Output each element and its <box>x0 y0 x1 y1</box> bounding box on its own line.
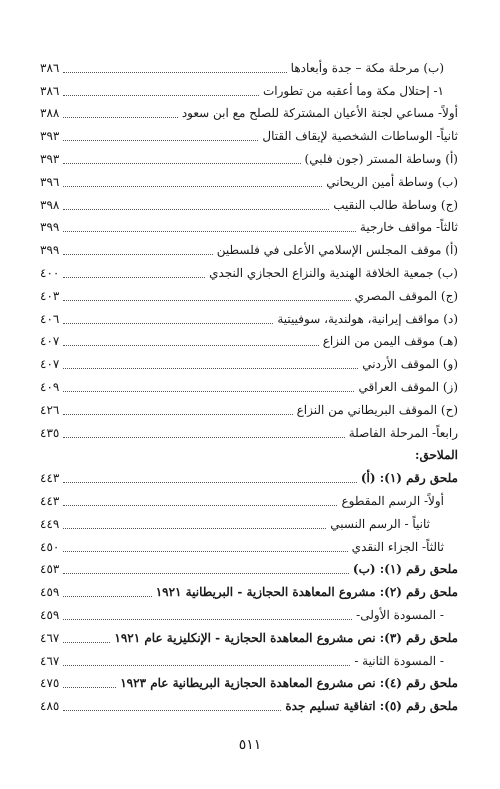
toc-entry-page: ٣٩٣ <box>40 129 60 144</box>
toc-entry-page: ٤٠٧ <box>40 334 60 349</box>
toc-entry-page: ٣٨٨ <box>40 106 60 121</box>
toc-entry <box>40 486 458 509</box>
dot-leader <box>63 368 358 369</box>
toc-entry-title: ثانياً - الرسم النسبي <box>330 516 430 531</box>
dot-leader <box>63 596 151 597</box>
dot-leader <box>63 391 354 392</box>
toc-entry-title: (ح) الموقف البريطاني من النزاع <box>296 402 458 417</box>
dot-leader <box>63 300 350 301</box>
toc-entry-page: ٤٢٦ <box>40 402 60 417</box>
toc-entry-page: ٤٠٧ <box>40 357 60 372</box>
toc-entry-title: أولاً- الرسم المقطوع <box>341 493 444 508</box>
toc-entry <box>40 372 458 395</box>
toc-entry <box>40 76 458 99</box>
toc-entry <box>40 327 458 350</box>
dot-leader <box>63 528 326 529</box>
toc-entry-page: ٣٩٩ <box>40 243 60 258</box>
toc-entry-title: ١- إحتلال مكة وما أعقبه من تطورات <box>262 83 444 98</box>
toc-entry-page: ٤٠٣ <box>40 288 60 303</box>
dot-leader <box>63 619 352 620</box>
toc-entry-page: ٤٥٠ <box>40 539 60 554</box>
dot-leader <box>63 140 258 141</box>
toc-entry <box>40 349 458 372</box>
dot-leader <box>63 95 259 96</box>
toc-entry-page: ٤٥٩ <box>40 607 60 622</box>
dot-leader <box>63 323 273 324</box>
toc-entry-title: ملحق رقم (٥): اتفاقية تسليم جدة <box>285 699 458 714</box>
dot-leader <box>63 482 357 483</box>
toc-entry-page: ٤٤٣ <box>40 493 60 508</box>
toc-entry-page: ٣٨٦ <box>40 83 60 98</box>
toc-entry-title: رابعاً- المرحلة الفاصلة <box>348 425 458 440</box>
toc-entry <box>40 418 458 441</box>
toc-entry-title: (هـ) موقف اليمن من النزاع <box>322 334 458 349</box>
toc-entry <box>40 509 458 532</box>
toc-entry <box>40 555 458 578</box>
toc-entry-title: (أ) وساطة المستر (جون فلبي) <box>304 151 458 166</box>
toc-entry <box>40 99 458 122</box>
toc-entry-title: ملحق رقم (١): (أ) <box>360 471 458 486</box>
toc-entry-page: ٣٩٣ <box>40 151 60 166</box>
toc-entry <box>40 53 458 76</box>
toc-entry <box>40 167 458 190</box>
toc-entry <box>40 623 458 646</box>
toc-entry-title: (و) الموقف الأردني <box>362 357 458 372</box>
table-of-contents <box>40 53 458 714</box>
toc-entry-title: (د) مواقف إيرانية، هولندية، سوفييتية <box>277 311 458 326</box>
toc-entry-page: ٤٤٣ <box>40 471 60 486</box>
dot-leader <box>63 414 292 415</box>
dot-leader <box>63 163 300 164</box>
toc-entry <box>40 395 458 418</box>
toc-entry-title: ملحق رقم (٢): مشروع المعاهدة الحجازية - البريطانية ١٩٢١ <box>155 585 458 600</box>
toc-entry <box>40 577 458 600</box>
page-number: ٥١١ <box>238 737 262 753</box>
toc-entry-page: ٤٣٥ <box>40 425 60 440</box>
toc-entry-title: أولاً- مساعي لجنة الأعيان المشتركة للصلح مع ابن سعود <box>181 106 458 121</box>
dot-leader <box>63 642 110 643</box>
toc-entry-page: ٤٤٩ <box>40 516 60 531</box>
toc-entry <box>40 213 458 236</box>
toc-entry-title: - المسودة الثانية - <box>354 653 444 668</box>
dot-leader <box>63 551 347 552</box>
toc-entry-page: ٤٦٧ <box>40 653 60 668</box>
dot-leader <box>63 209 329 210</box>
toc-entry-title: (ز) الموقف العراقي <box>358 379 458 394</box>
toc-entry-title: ثالثاً- مواقف خارجية <box>359 220 458 235</box>
toc-entry-page: ٤٠٦ <box>40 311 60 326</box>
toc-entry-title: ملحق رقم (٣): نص مشروع المعاهدة الحجازية - الإنكليزية عام ١٩٢١ <box>114 630 458 645</box>
toc-entry-page: ٣٩٩ <box>40 220 60 235</box>
dot-leader <box>63 254 212 255</box>
dot-leader <box>63 72 286 73</box>
toc-entry-page: ٣٩٦ <box>40 174 60 189</box>
dot-leader <box>63 687 116 688</box>
toc-entry-title: (ج) وساطة طالب النقيب <box>333 197 458 212</box>
toc-entry <box>40 691 458 714</box>
dot-leader <box>63 277 205 278</box>
toc-entry <box>40 463 458 486</box>
toc-entry-page: ٤٥٩ <box>40 585 60 600</box>
toc-entry-page: ٤٠٩ <box>40 379 60 394</box>
toc-entry-title: (أ) موقف المجلس الإسلامي الأعلى في فلسطين <box>216 243 458 258</box>
dot-leader <box>63 345 318 346</box>
dot-leader <box>63 231 356 232</box>
toc-entry-title: - المسودة الأولى- <box>356 607 444 622</box>
dot-leader <box>63 505 337 506</box>
toc-entry-page: ٤٦٧ <box>40 630 60 645</box>
toc-entry <box>40 258 458 281</box>
toc-entry-title: (ج) الموقف المصري <box>354 288 458 303</box>
toc-entry <box>40 646 458 669</box>
dot-leader <box>63 117 177 118</box>
dot-leader <box>63 665 350 666</box>
toc-entry <box>40 121 458 144</box>
toc-entry <box>40 600 458 623</box>
dot-leader <box>63 710 281 711</box>
toc-entry-page: ٤٧٥ <box>40 676 60 691</box>
toc-entry-title: (ب) مرحلة مكة – جدة وأبعادها <box>290 60 444 75</box>
toc-entry-title: ثالثاً- الجزاء النقدي <box>351 539 444 554</box>
toc-entry-title: (ب) جمعية الخلافة الهندية والنزاع الحجازي النجدي <box>209 265 458 280</box>
toc-entry <box>40 669 458 692</box>
toc-entry-page: ٤٥٣ <box>40 562 60 577</box>
toc-entry-page: ٤٨٥ <box>40 699 60 714</box>
toc-entry-title: ملحق رقم (٤): نص مشروع المعاهدة الحجازية البريطانية عام ١٩٢٣ <box>120 676 458 691</box>
toc-entry-page: ٤٠٠ <box>40 265 60 280</box>
toc-entry <box>40 304 458 327</box>
dot-leader <box>63 186 322 187</box>
dot-leader <box>63 573 349 574</box>
toc-entry <box>40 281 458 304</box>
toc-entry <box>40 235 458 258</box>
toc-entry <box>40 532 458 555</box>
toc-entry-title: ثانياً- الوساطات الشخصية لإيقاف القتال <box>262 129 458 144</box>
toc-entry <box>40 190 458 213</box>
toc-entry-title: ملحق رقم (١): (ب) <box>352 562 458 577</box>
section-heading <box>40 441 458 464</box>
toc-entry <box>40 144 458 167</box>
dot-leader <box>63 437 344 438</box>
toc-entry-title: (ب) وساطة أمين الريحاني <box>326 174 458 189</box>
toc-entry-title: الملاحق: <box>415 448 458 463</box>
toc-entry-page: ٣٨٦ <box>40 60 60 75</box>
toc-entry-page: ٣٩٨ <box>40 197 60 212</box>
